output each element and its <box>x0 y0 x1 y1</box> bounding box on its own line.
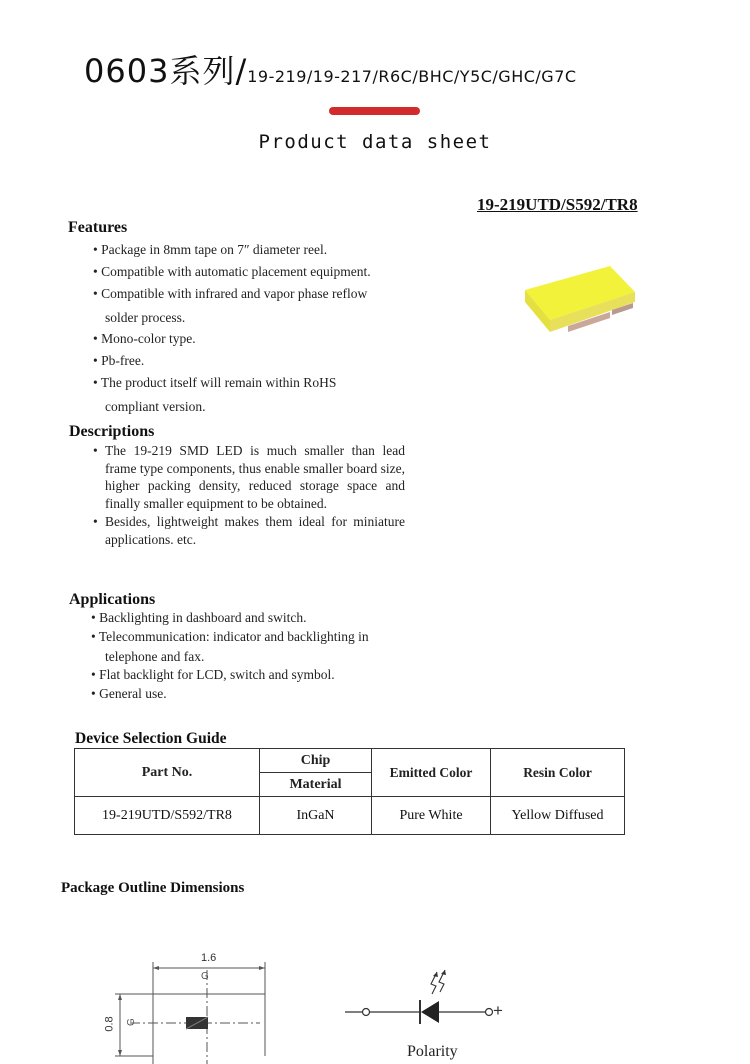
feature-line: solder process. <box>105 310 186 325</box>
package-heading: Package Outline Dimensions <box>61 880 245 896</box>
page-title <box>84 46 577 92</box>
application-line: • Backlighting in dashboard and switch. <box>91 610 307 625</box>
plus-sign: + <box>493 1001 503 1020</box>
application-line: • Telecommunication: indicator and backlighting in <box>91 629 369 644</box>
package-outline-drawing <box>100 948 290 1064</box>
feature-line: • The product itself will remain within RoHS <box>93 375 337 390</box>
feature-line: • Compatible with infrared and vapor phase reflow <box>93 286 368 301</box>
cell-resin-color: Yellow Diffused <box>491 797 625 835</box>
dimension-width: 1.6 <box>201 952 217 964</box>
feature-line: • Package in 8mm tape on 7″ diameter reel. <box>93 242 328 257</box>
series-title: 0603系列/ <box>84 52 248 90</box>
application-line: • Flat backlight for LCD, switch and symbol. <box>91 667 335 682</box>
header-material: Material <box>260 773 372 797</box>
part-number: 19-219UTD/S592/TR8 <box>477 195 638 214</box>
header-chip: Chip <box>260 749 372 773</box>
header-emitted-color: Emitted Color <box>372 749 491 797</box>
svg-text:G: G <box>126 1018 137 1026</box>
application-line: telephone and fax. <box>105 649 205 664</box>
accent-divider <box>329 107 420 115</box>
descriptions-heading: Descriptions <box>69 423 155 440</box>
header-part-no: Part No. <box>75 749 260 797</box>
series-models: 19-219/19-217/R6C/BHC/Y5C/GHC/G7C <box>247 67 577 86</box>
header-resin-color: Resin Color <box>491 749 625 797</box>
svg-text:G: G <box>201 971 209 982</box>
cell-emitted-color: Pure White <box>372 797 491 835</box>
feature-line: • Mono-color type. <box>93 331 196 346</box>
application-line: • General use. <box>91 686 167 701</box>
led-product-image <box>520 262 640 342</box>
descriptions-list <box>93 442 405 548</box>
device-guide-heading: Device Selection Guide <box>75 730 227 747</box>
feature-line: compliant version. <box>105 399 206 414</box>
cell-part-no: 19-219UTD/S592/TR8 <box>75 797 260 835</box>
page-subtitle: Product data sheet <box>258 131 492 153</box>
device-selection-table <box>74 748 625 835</box>
feature-line: • Pb-free. <box>93 353 145 368</box>
features-heading: Features <box>68 219 128 236</box>
description-item: • The 19-219 SMD LED is much smaller than lead frame type components, thus enable smaller board size, higher packing density, reduced storage space and finally smaller equipment to be obtained. <box>93 443 405 511</box>
table-row <box>75 797 625 835</box>
dimension-height: 0.8 <box>103 1016 116 1032</box>
feature-line: • Compatible with automatic placement equipment. <box>93 264 371 279</box>
applications-heading: Applications <box>69 591 156 608</box>
polarity-label: Polarity <box>407 1043 458 1060</box>
description-item: • Besides, lightweight makes them ideal for miniature applications. etc. <box>93 514 405 547</box>
cell-material: InGaN <box>260 797 372 835</box>
